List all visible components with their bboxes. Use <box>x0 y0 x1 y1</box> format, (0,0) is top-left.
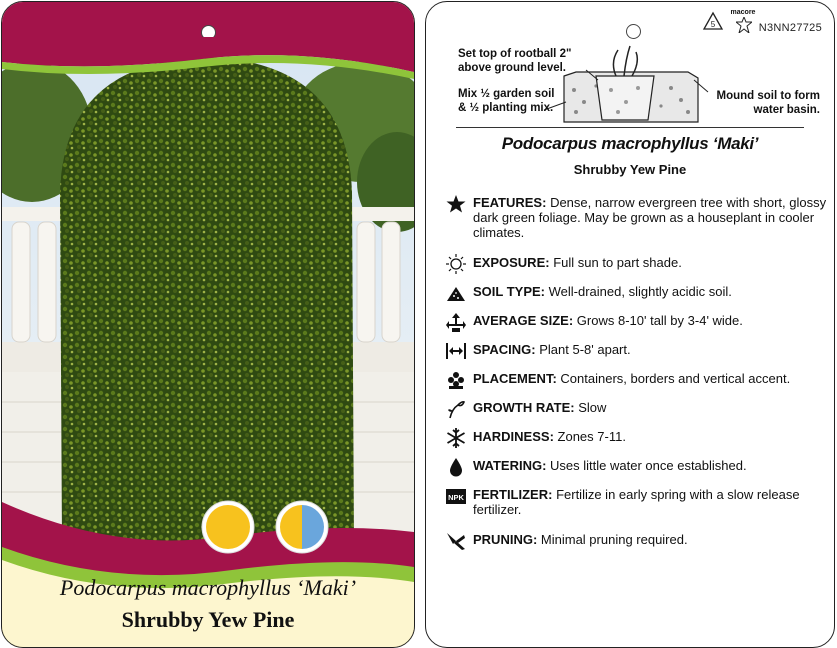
header-wave <box>2 37 414 97</box>
front-common-name: Shrubby Yew Pine <box>121 607 295 632</box>
part-shade-icon <box>274 499 330 555</box>
soil-mix-note-line: Mix ½ garden soil <box>458 88 555 100</box>
brand-logo-text: macore <box>730 9 756 16</box>
brand-logo <box>728 8 758 36</box>
spacing-icon <box>446 341 466 361</box>
snowflake-icon <box>446 428 466 448</box>
back-botanical-name: Podocarpus macrophyllus ‘Maki’ <box>501 134 759 153</box>
attr-text: Well-drained, slightly acidic soil. <box>548 284 732 299</box>
plant-photo <box>2 42 414 552</box>
attr-label: FEATURES: <box>473 195 547 210</box>
pruners-icon <box>446 531 466 551</box>
hang-hole <box>626 24 641 39</box>
svg-text:NPK: NPK <box>448 493 464 502</box>
attr-label: AVERAGE SIZE: <box>473 313 574 328</box>
attr-label: FERTILIZER: <box>473 487 553 502</box>
full-sun-icon <box>200 499 256 555</box>
attr-text: Zones 7-11. <box>557 429 626 444</box>
attr-text: Containers, borders and vertical accent. <box>560 371 791 386</box>
soil-mix-note <box>458 87 555 115</box>
product-code: N3NN27725 <box>758 22 822 34</box>
soil-icon <box>446 283 466 303</box>
attr-label: SOIL TYPE: <box>473 284 545 299</box>
attr-text: Grows 8-10' tall by 3-4' wide. <box>576 313 743 328</box>
rootball-note-line: Set top of rootball 2" <box>458 48 572 60</box>
npk-icon <box>446 486 466 506</box>
attr-text: Fertilize in early spring with a slow release fertilizer. <box>473 487 800 517</box>
attr-text: Slow <box>578 400 607 415</box>
attr-text: Uses little water once established. <box>550 458 747 473</box>
placement-icon <box>446 370 466 390</box>
mound-note-line: Mound soil to form <box>716 90 820 102</box>
attr-text: Plant 5-8' apart. <box>539 342 631 357</box>
back-tag <box>425 1 835 648</box>
attr-label: EXPOSURE: <box>473 255 550 270</box>
attr-label: PRUNING: <box>473 532 538 547</box>
attr-label: SPACING: <box>473 342 536 357</box>
star-icon <box>446 194 466 214</box>
attr-text: Minimal pruning required. <box>540 532 688 547</box>
front-botanical-name: Podocarpus macrophyllus ‘Maki’ <box>59 575 357 600</box>
attr-text: Full sun to part shade. <box>553 255 682 270</box>
attr-text: Dense, narrow evergreen tree with short, glossy dark green foliage. May be grown as a houseplant in cooler climates. <box>473 195 827 240</box>
sun-outline-icon <box>446 254 466 274</box>
back-common-name: Shrubby Yew Pine <box>573 162 687 177</box>
rootball-note-line: above ground level. <box>458 62 566 74</box>
soil-mix-note-line: & ½ planting mix. <box>458 102 554 114</box>
attr-label: PLACEMENT: <box>473 371 557 386</box>
attr-label: HARDINESS: <box>473 429 554 444</box>
divider <box>456 127 804 128</box>
svg-text:5: 5 <box>710 20 716 29</box>
front-tag <box>1 1 415 648</box>
attr-label: GROWTH RATE: <box>473 400 575 415</box>
recycle-icon <box>702 11 724 33</box>
rootball-note <box>458 47 571 75</box>
mound-note <box>710 89 820 117</box>
mound-note-line: water basin. <box>753 104 820 116</box>
brand-logo-mark <box>736 17 752 33</box>
growth-icon <box>446 399 466 419</box>
plant-size-icon <box>446 312 466 332</box>
attr-label: WATERING: <box>473 458 547 473</box>
water-drop-icon <box>446 457 466 477</box>
